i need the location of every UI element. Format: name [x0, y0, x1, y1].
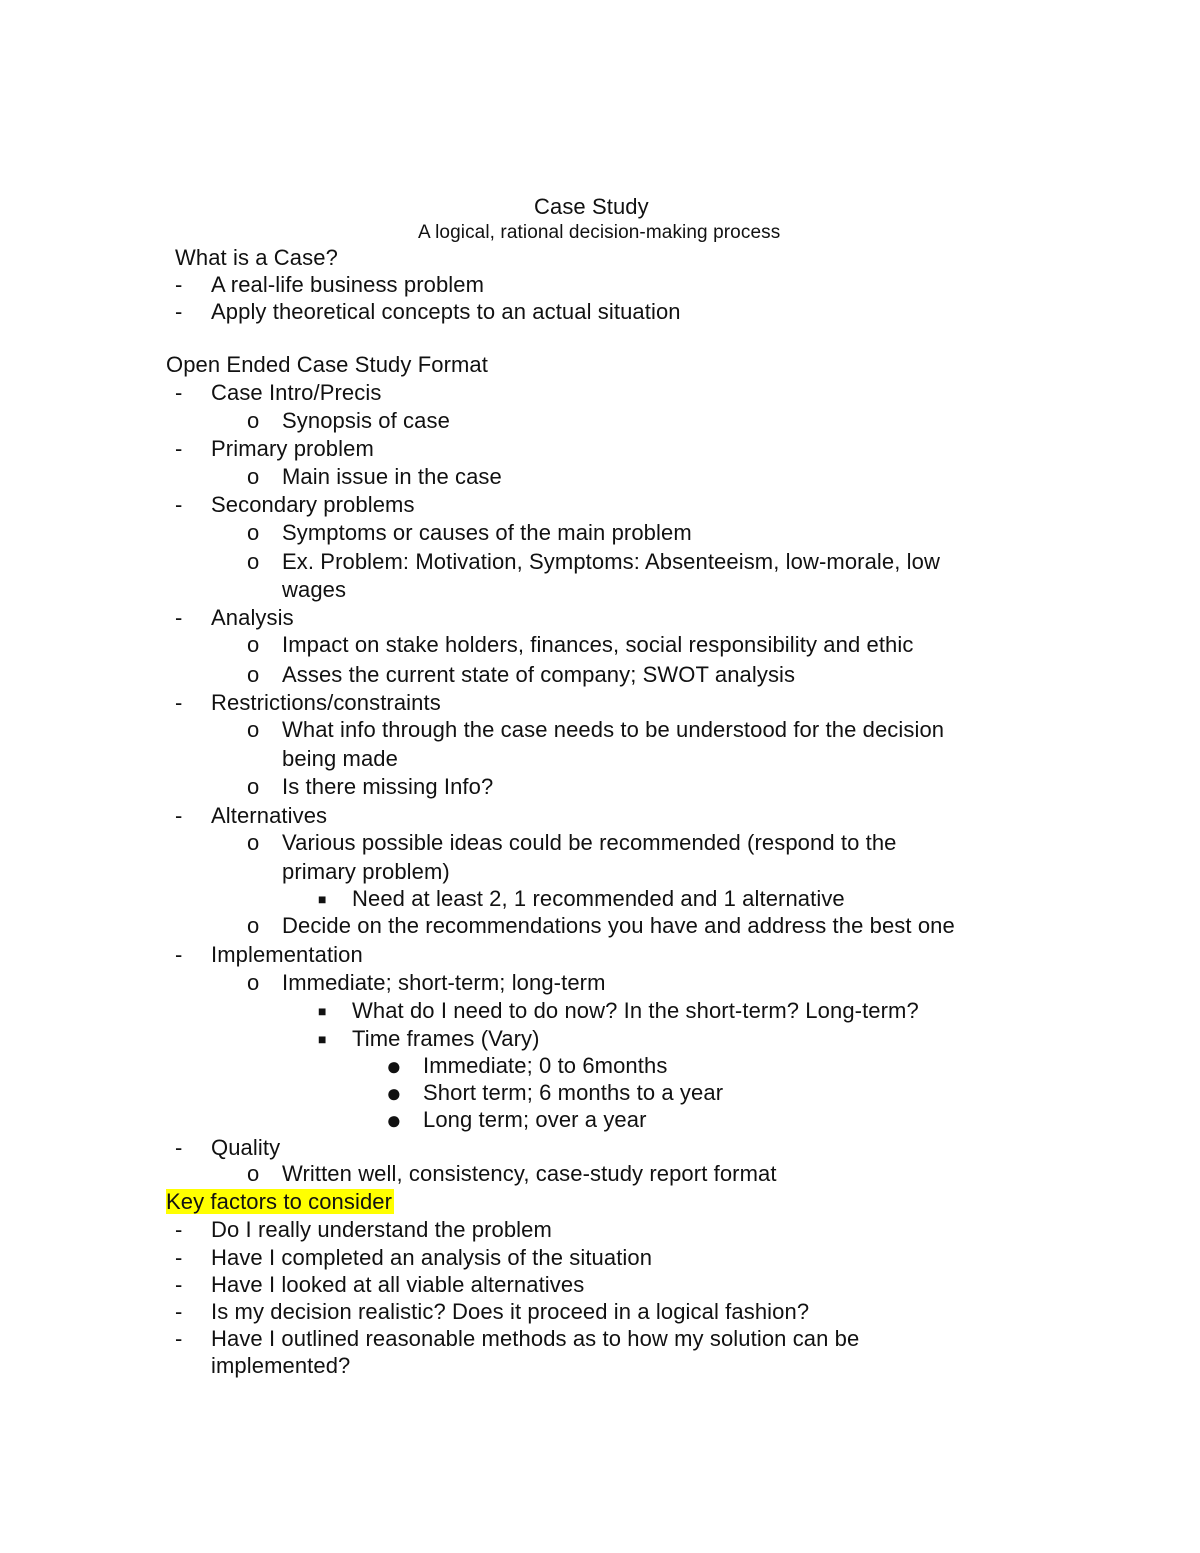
circle-marker: o: [247, 717, 260, 742]
list-subitem: Ex. Problem: Motivation, Symptoms: Absenteeism, low-morale, low: [282, 549, 940, 574]
dash-marker: -: [175, 380, 183, 405]
section-heading-open-ended-format: Open Ended Case Study Format: [166, 352, 488, 377]
list-item: Implementation: [211, 942, 363, 967]
list-subsubitem: What do I need to do now? In the short-term? Long-term?: [352, 998, 919, 1023]
circle-marker: o: [247, 830, 260, 855]
list-item: Restrictions/constraints: [211, 690, 441, 715]
highlighted-heading: Key factors to consider: [166, 1189, 393, 1214]
list-item: Quality: [211, 1135, 281, 1160]
list-bullet-item: Short term; 6 months to a year: [423, 1080, 724, 1105]
list-subitem-continuation: wages: [282, 577, 347, 602]
circle-marker: o: [247, 662, 260, 687]
list-item: Have I looked at all viable alternatives: [211, 1272, 585, 1297]
list-subitem: Various possible ideas could be recommended (respond to the: [282, 830, 897, 855]
dash-marker: -: [175, 1272, 183, 1297]
circle-marker: o: [247, 1161, 260, 1186]
square-marker: ■: [318, 1003, 327, 1019]
dash-marker: -: [175, 492, 183, 517]
circle-marker: o: [247, 464, 260, 489]
bullet-marker: ●: [386, 1078, 402, 1108]
list-subitem: Immediate; short-term; long-term: [282, 970, 606, 995]
list-subitem: Is there missing Info?: [282, 774, 494, 799]
list-subitem: Symptoms or causes of the main problem: [282, 520, 692, 545]
list-subitem: Written well, consistency, case-study report format: [282, 1161, 777, 1186]
list-item: Have I completed an analysis of the situation: [211, 1245, 653, 1270]
list-item: Have I outlined reasonable methods as to how my solution can be: [211, 1326, 860, 1351]
list-bullet-item: Long term; over a year: [423, 1107, 647, 1132]
dash-marker: -: [175, 436, 183, 461]
section-heading-key-factors: [166, 1189, 394, 1215]
dash-marker: -: [175, 272, 183, 297]
document-subtitle: A logical, rational decision-making process: [418, 222, 781, 243]
circle-marker: o: [247, 632, 260, 657]
list-subsubitem: Time frames (Vary): [352, 1026, 540, 1051]
list-subsubitem: Need at least 2, 1 recommended and 1 alternative: [352, 886, 845, 911]
dash-marker: -: [175, 1135, 183, 1160]
list-item: Secondary problems: [211, 492, 415, 517]
dash-marker: -: [175, 942, 183, 967]
list-subitem-continuation: being made: [282, 746, 398, 771]
list-item: Alternatives: [211, 803, 328, 828]
bullet-marker: ●: [386, 1105, 402, 1135]
list-item-continuation: implemented?: [211, 1353, 351, 1378]
dash-marker: -: [175, 299, 183, 324]
list-subitem: What info through the case needs to be understood for the decision: [282, 717, 945, 742]
list-subitem: Synopsis of case: [282, 408, 450, 433]
square-marker: ■: [318, 1031, 327, 1047]
circle-marker: o: [247, 520, 260, 545]
section-heading-what-is-case: What is a Case?: [175, 245, 338, 270]
list-subitem: Asses the current state of company; SWOT analysis: [282, 662, 796, 687]
list-item: Apply theoretical concepts to an actual situation: [211, 299, 681, 324]
list-subitem-continuation: primary problem): [282, 859, 450, 884]
dash-marker: -: [175, 690, 183, 715]
list-item: Is my decision realistic? Does it proceed in a logical fashion?: [211, 1299, 810, 1324]
list-item: A real-life business problem: [211, 272, 485, 297]
list-subitem: Decide on the recommendations you have and address the best one: [282, 913, 955, 938]
circle-marker: o: [247, 913, 260, 938]
circle-marker: o: [247, 970, 260, 995]
dash-marker: -: [175, 1326, 183, 1351]
list-subitem: Main issue in the case: [282, 464, 502, 489]
square-marker: ■: [318, 891, 327, 907]
list-bullet-item: Immediate; 0 to 6months: [423, 1053, 668, 1078]
list-item: Analysis: [211, 605, 294, 630]
dash-marker: -: [175, 1299, 183, 1324]
dash-marker: -: [175, 605, 183, 630]
list-subitem: Impact on stake holders, finances, social responsibility and ethic: [282, 632, 914, 657]
list-item: Do I really understand the problem: [211, 1217, 552, 1242]
list-item: Case Intro/Precis: [211, 380, 382, 405]
circle-marker: o: [247, 774, 260, 799]
dash-marker: -: [175, 803, 183, 828]
bullet-marker: ●: [386, 1051, 402, 1081]
circle-marker: o: [247, 549, 260, 574]
document-title: Case Study: [534, 194, 649, 219]
dash-marker: -: [175, 1217, 183, 1242]
circle-marker: o: [247, 408, 260, 433]
dash-marker: -: [175, 1245, 183, 1270]
list-item: Primary problem: [211, 436, 374, 461]
